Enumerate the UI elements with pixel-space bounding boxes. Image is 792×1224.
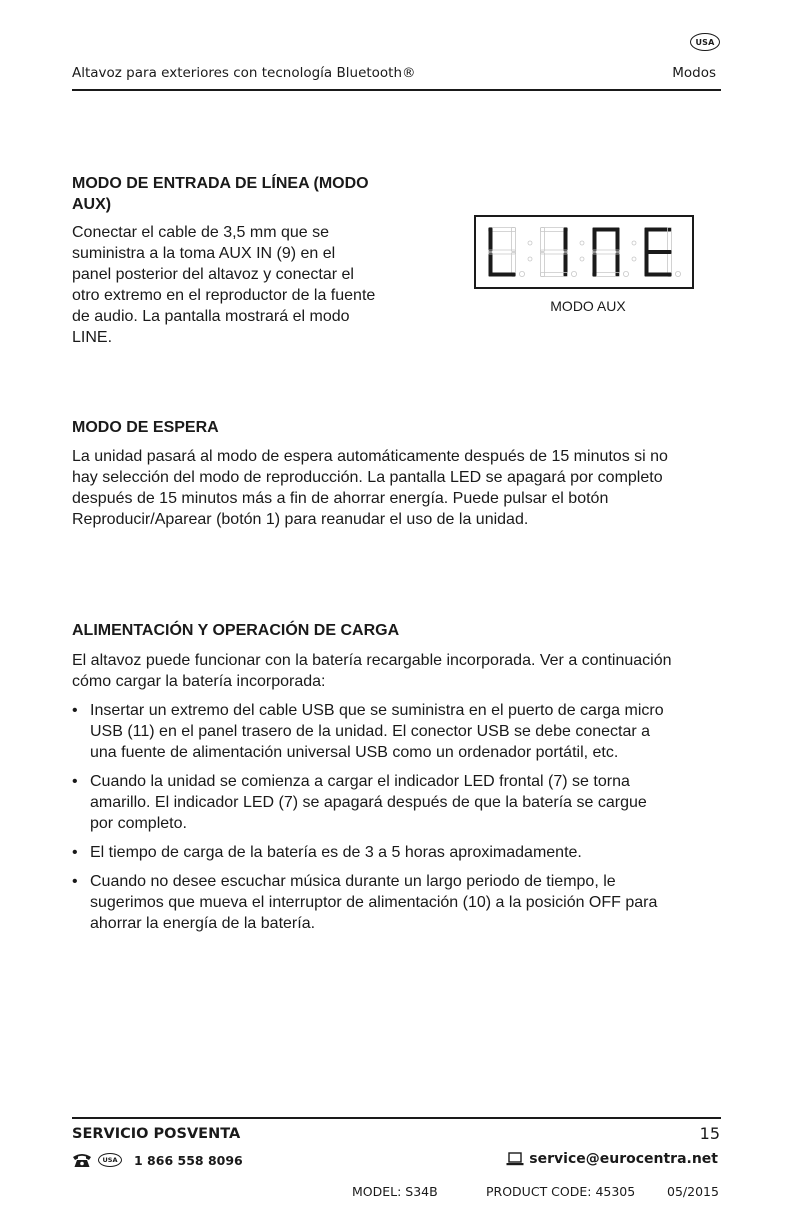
segment-g [593,250,620,254]
led-display-caption: MODO AUX [550,298,626,314]
segment-d [593,273,620,277]
product-code: PRODUCT CODE: 45305 [486,1184,636,1199]
charging-bullet-list [72,700,672,942]
bullet-item: • Cuando no desee escuchar música durante un largo periodo de tiempo, le sugerimos que mueva el interruptor de alimentación (10) a la posición OFF para ahorrar la energía de la batería. [72,871,672,934]
colon-dot [632,241,636,245]
service-email[interactable]: service@eurocentra.net [529,1151,718,1167]
email-contact [506,1151,718,1167]
segment-d [645,273,672,277]
colon-dot [580,257,584,261]
phone-contact [72,1152,243,1168]
segment-b [616,228,620,252]
decimal-point [675,271,680,276]
colon-dot [528,257,532,261]
decimal-point [571,271,576,276]
segment-e [593,253,597,277]
decimal-point [623,271,628,276]
usa-badge-small: USA [98,1153,122,1167]
segment-f [593,228,597,252]
bullet-item: • Cuando la unidad se comienza a cargar el indicador LED frontal (7) se torna amarillo. El indicador LED (7) se apagará después de que la batería se cargue por completo. [72,771,672,834]
footer-divider [72,1117,721,1119]
section-title: Modos [672,65,716,81]
laptop-icon [506,1152,524,1166]
seven-segment-display [476,217,692,287]
charging-intro-text: El altavoz puede funcionar con la batería recargable incorporada. Ver a continuación cómo cargar la batería incorporada: [72,652,672,690]
model-number: MODEL: S34B [352,1184,438,1199]
segment-f [489,228,493,252]
footer-title: SERVICIO POSVENTA [72,1126,241,1142]
header-divider [72,89,721,91]
aux-mode-text: Conectar el cable de 3,5 mm que se suministra a la toma AUX IN (9) en el panel posterior del altavoz y conectar el otro extremo en el reproductor de la fuente de audio. La pantalla mostrará el modo LINE. [72,224,376,346]
segment-e [645,253,649,277]
segment-f [645,228,649,252]
usa-badge: USA [690,33,720,51]
charging-heading: ALIMENTACIÓN Y OPERACIÓN DE CARGA [72,622,400,639]
page-number: 15 [699,1124,720,1143]
aux-mode-heading: MODO DE ENTRADA DE LÍNEA (MODO AUX) [72,175,369,213]
bullet-item: • El tiempo de carga de la batería es de 3 a 5 horas aproximadamente. [72,842,672,863]
colon-dot [632,257,636,261]
standby-mode-heading: MODO DE ESPERA [72,419,219,436]
bullet-item: • Insertar un extremo del cable USB que se suministra en el puerto de carga micro USB (11) en el panel trasero de la unidad. El conector USB se debe conectar a una fuente de alimentación universal USB como un ordenador portátil, etc. [72,700,672,763]
led-display-illustration [474,215,694,289]
publication-date: 05/2015 [667,1184,719,1199]
standby-mode-text: La unidad pasará al modo de espera automáticamente después de 15 minutos si no hay selección del modo de reproducción. La pantalla LED se apagará por completo después de 15 minutos más a fin de ahorrar energía. Puede pulsar el botón Reproducir/Aparear (botón 1) para reanudar el uso de la unidad. [72,448,668,528]
segment-e [489,253,493,277]
phone-number: 1 866 558 8096 [134,1152,243,1168]
telephone-icon [72,1152,92,1168]
segment-b [564,228,568,252]
segment-a [593,228,620,232]
segment-g [645,250,672,254]
colon-dot [528,241,532,245]
decimal-point [519,271,524,276]
document-title: Altavoz para exteriores con tecnología Bluetooth® [72,65,416,81]
colon-dot [580,241,584,245]
segment-d [489,273,516,277]
